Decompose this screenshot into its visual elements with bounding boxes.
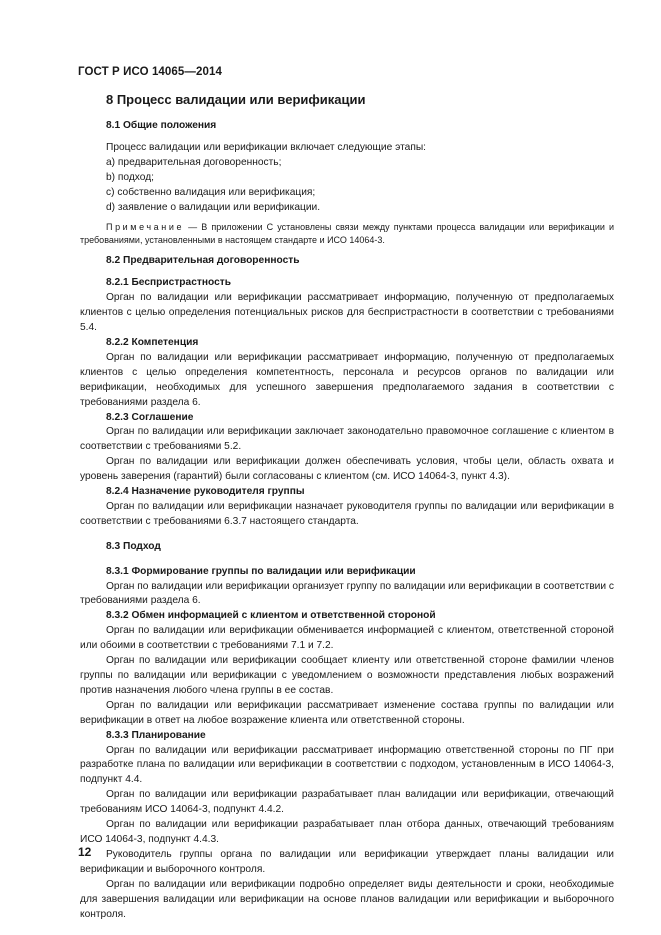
section-8-3-1-title: 8.3.1 Формирование группы по валидации или верификации [106, 565, 416, 577]
paragraph: Орган по валидации или верификации организует группу по валидации или верификации в соответствии с требованиями раздела 6. [80, 580, 614, 607]
list-item: с) собственно валидация или верификация; [106, 186, 316, 198]
paragraph: Орган по валидации или верификации сообщает клиенту или ответственной стороне фамилии членов группы по валидации или верификации с уведомлением о возможности представления любых возражений против назначения любого члена группы в ее состав. [80, 655, 614, 696]
paragraph: Орган по валидации или верификации назначает руководителя группы по валидации или верификации в соответствии с требованиями 6.3.7 настоящего стандарта. [80, 500, 614, 527]
paragraph: Орган по валидации или верификации подробно определяет виды деятельности и сроки, необходимые для завершения валидации или верификации на основе планов валидации или верификации и выборочного контроля. [80, 878, 614, 920]
section-8-1-intro: Процесс валидации или верификации включает следующие этапы: [106, 141, 426, 153]
paragraph: Орган по валидации или верификации обменивается информацией с клиентом, ответственной стороной или обоими в соответствии с требованиями 7.1 и 7.2. [80, 625, 614, 652]
section-8-3-title: 8.3 Подход [106, 540, 161, 552]
section-8-2-3-title: 8.2.3 Соглашение [106, 411, 194, 423]
paragraph: Орган по валидации или верификации разрабатывает план отбора данных, отвечающий требованиям ИСО 14064-3, подпункт 4.4.3. [80, 819, 614, 845]
page-number: 12 [78, 845, 92, 859]
note-text: — В приложении С установлены связи между пунктами процесса валидации или верификации и требованиями, установленными в настоящем стандарте и ИСО 14064-3. [80, 222, 614, 246]
section-8-3-3-title: 8.3.3 Планирование [106, 729, 206, 741]
list-item: d) заявление о валидации или верификации. [106, 201, 321, 213]
section-8-2-2-title: 8.2.2 Компетенция [106, 336, 199, 348]
section-8-2-4-title: 8.2.4 Назначение руководителя группы [106, 486, 305, 498]
note [80, 221, 614, 247]
section-8-2-title: 8.2 Предварительная договоренность [106, 255, 300, 267]
paragraph: Орган по валидации или верификации рассматривает информацию, полученную от предполагаемых клиентов с целью определения потенциальных рисков для беспристрастности в соответствии с требованиями 5.4. [80, 292, 614, 334]
section-8-1-title: 8.1 Общие положения [106, 120, 217, 131]
paragraph: Орган по валидации или верификации разрабатывает план валидации или верификации, отвечающий требованиям ИСО 14064-3, подпункт 4.4.2. [80, 789, 614, 816]
paragraph: Орган по валидации или верификации заключает законодательно правомочное соглашение с клиентом в соответствии с требованиями 5.2. [80, 426, 614, 453]
section-8-title: 8 Процесс валидации или верификации [106, 92, 366, 107]
standard-header: ГОСТ Р ИСО 14065—2014 [78, 66, 223, 78]
list-item: а) предварительная договоренность; [106, 156, 282, 168]
note-label: Примечание [106, 222, 185, 233]
section-8-2-1-title: 8.2.1 Беспристрастность [106, 277, 232, 289]
section-8-3-2-title: 8.3.2 Обмен информацией с клиентом и ответственной стороной [106, 610, 436, 622]
paragraph: Орган по валидации или верификации должен обеспечивать условия, чтобы цели, область охвата и уровень заверения (гарантий) были согласованы с клиентом (см. ИСО 14064-3, пункт 4.3). [80, 456, 614, 483]
paragraph: Руководитель группы органа по валидации или верификации утверждает планы валидации или верификации и выборочного контроля. [80, 848, 614, 875]
list-item: b) подход; [106, 171, 154, 183]
paragraph: Орган по валидации или верификации рассматривает изменение состава группы по валидации или верификации в ответ на любое возражение клиента или ответственной стороны. [80, 699, 614, 726]
paragraph: Орган по валидации или верификации рассматривает информацию, полученную от предполагаемых клиентов с целью определения компетентность, персонала и ресурсов органов по валидации или верификации, необходимых для успешного завершения предполагаемого задания в соответствии с требованиями раздела 6. [80, 351, 614, 408]
paragraph: Орган по валидации или верификации рассматривает информацию ответственной стороны по ПГ при разработке плана по валидации или верификации в соответствии с подходом, установленным в ИСО 14064-3, подпункт 4.4. [80, 744, 614, 786]
page-content [80, 90, 614, 922]
